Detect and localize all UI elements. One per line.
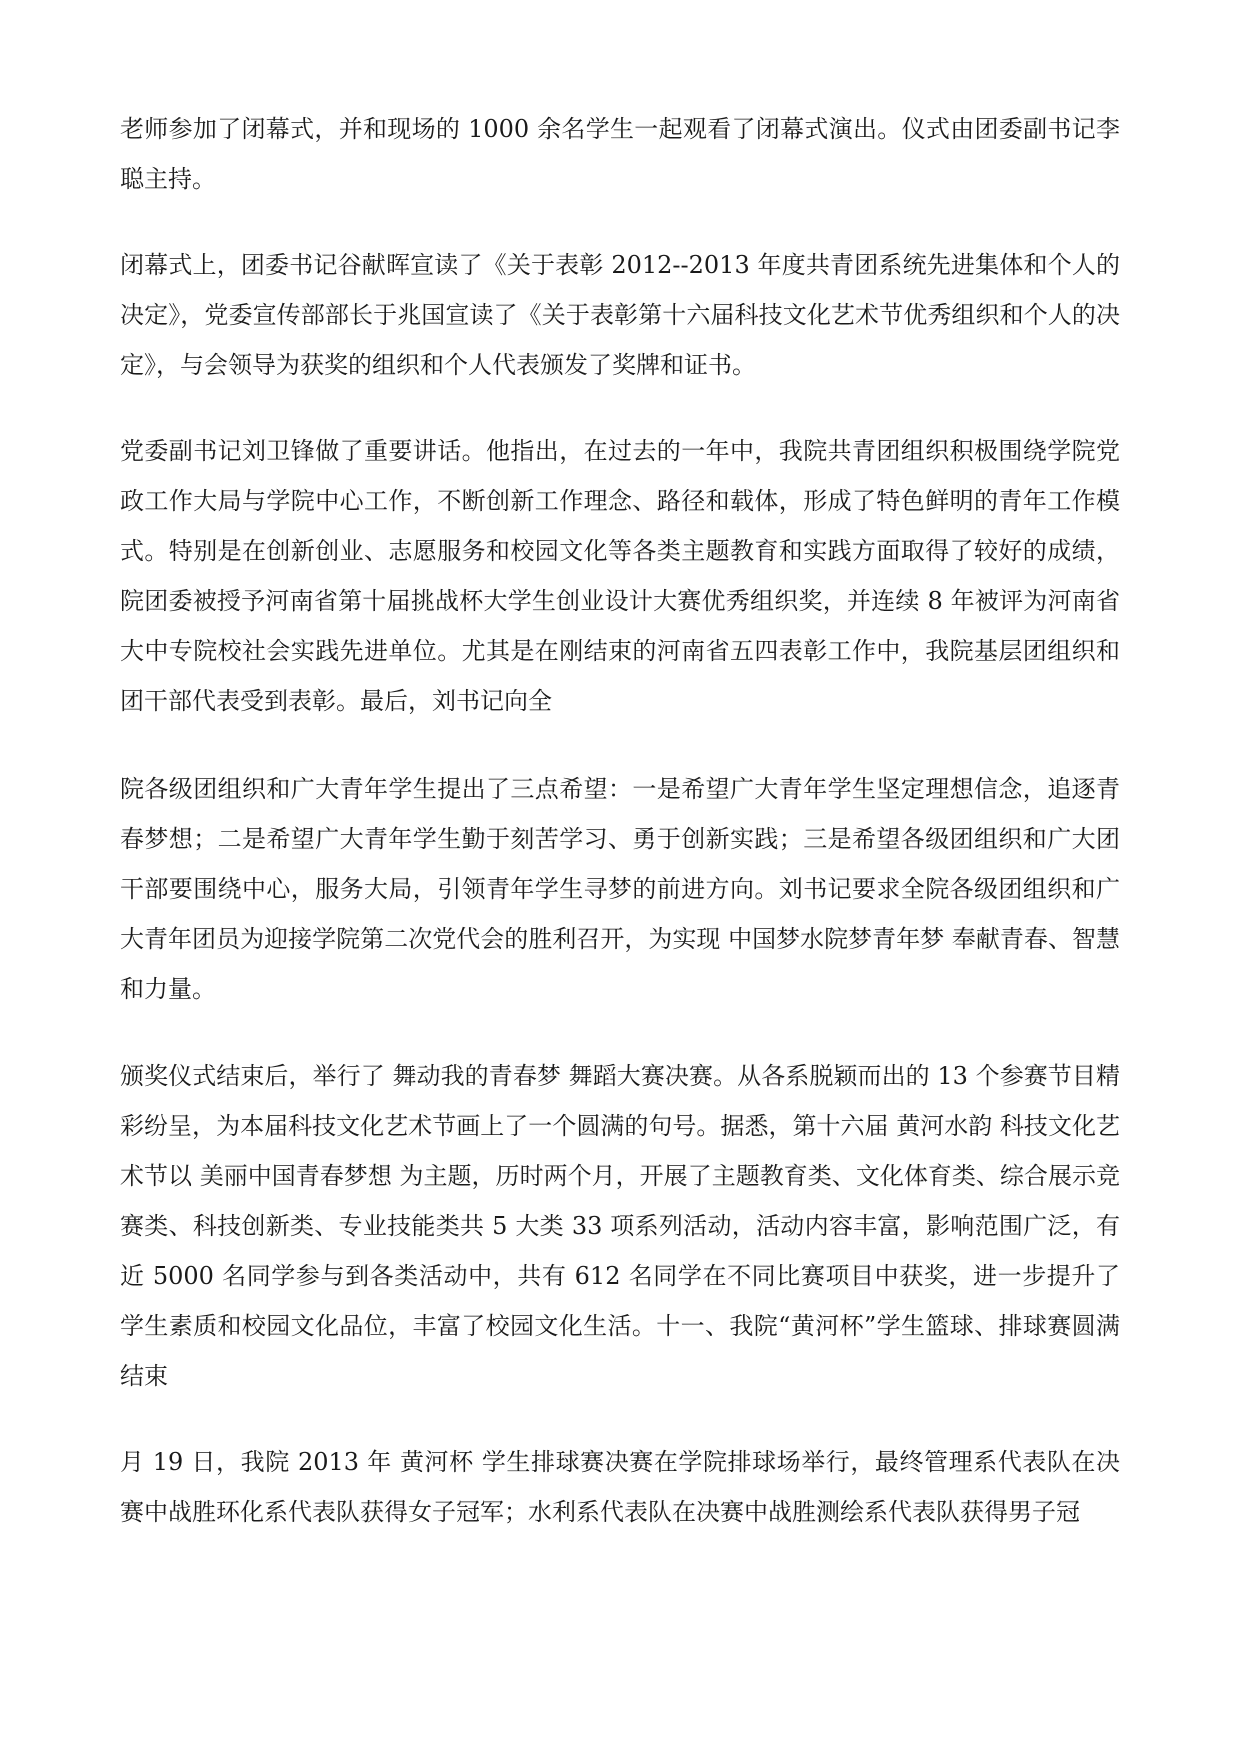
paragraph-speech: 党委副书记刘卫锋做了重要讲话。他指出，在过去的一年中，我院共青团组织积极围绕学院党政工作大局与学院中心工作，不断创新工作理念、路径和载体，形成了特色鲜明的青年工作模式。特别是在创新创业、志愿服务和校园文化等各类主题教育和实践方面取得了较好的成绩，院团委被授予河南省第十届挑战杯大学生创业设计大赛优秀组织奖，并连续 8 年被评为河南省大中专院校社会实践先进单位。尤其是在刚结束的河南省五四表彰工作中，我院基层团组织和团干部代表受到表彰。最后，刘书记向全: [120, 437, 1120, 715]
paragraph-dance-final: 颁奖仪式结束后，举行了 舞动我的青春梦 舞蹈大赛决赛。从各系脱颖而出的 13 个参赛节目精彩纷呈，为本届科技文化艺术节画上了一个圆满的句号。据悉，第十六届 黄河水韵 科技文化艺术节以 美丽中国青春梦想 为主题，历时两个月，开展了主题教育类、文化体育类、综合展示竞赛类、科技创新类、专业技能类共 5 大类 33 项系列活动，活动内容丰富，影响范围广泛，有近 5000 名同学参与到各类活动中，共有 612 名同学在不同比赛项目中获奖，进一步提升了学生素质和校园文化品位，丰富了校园文化生活。十一、我院“黄河杯”学生篮球、排球赛圆满结束: [120, 1062, 1120, 1390]
paragraph-awards-reading: 闭幕式上，团委书记谷献晖宣读了《关于表彰 2012--2013 年度共青团系统先进集体和个人的决定》，党委宣传部部长于兆国宣读了《关于表彰第十六届科技文化艺术节优秀组织和个人的决定》，与会领导为获奖的组织和个人代表颁发了奖牌和证书。: [120, 251, 1120, 379]
paragraph-volleyball-final: 月 19 日，我院 2013 年 黄河杯 学生排球赛决赛在学院排球场举行，最终管理系代表队在决赛中战胜环化系代表队获得女子冠军；水利系代表队在决赛中战胜测绘系代表队获得男子冠: [120, 1448, 1120, 1526]
paragraph-hopes: 院各级团组织和广大青年学生提出了三点希望：一是希望广大青年学生坚定理想信念，追逐青春梦想；二是希望广大青年学生勤于刻苦学习、勇于创新实践；三是希望各级团组织和广大团干部要围绕中心，服务大局，引领青年学生寻梦的前进方向。刘书记要求全院各级团组织和广大青年团员为迎接学院第二次党代会的胜利召开，为实现 中国梦水院梦青年梦 奉献青春、智慧和力量。: [120, 775, 1120, 1003]
paragraph-closing-ceremony: 老师参加了闭幕式，并和现场的 1000 余名学生一起观看了闭幕式演出。仪式由团委副书记李聪主持。: [120, 115, 1120, 193]
